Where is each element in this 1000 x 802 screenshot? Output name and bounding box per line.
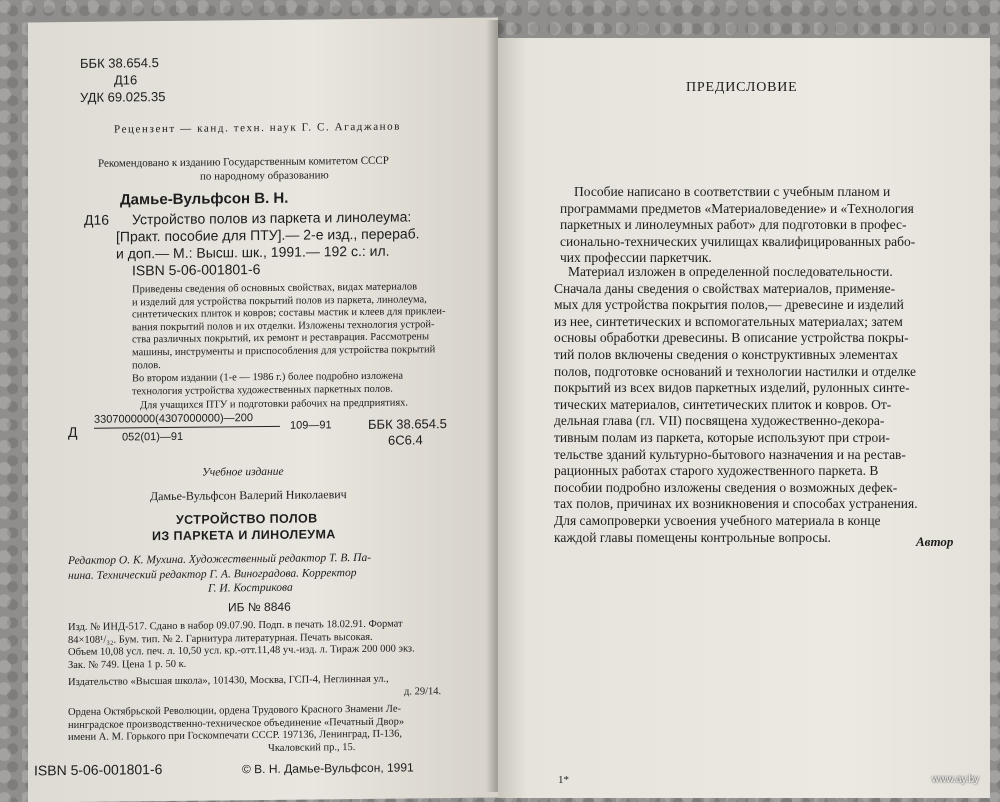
bbk-code: ББК 38.654.5 [80, 55, 159, 71]
paragraph-line: Сначала даны сведения о свойствах материалов, применяе- [554, 280, 896, 296]
formula-bbk-2: 6С6.4 [388, 432, 423, 448]
paragraph-line: чих профессии паркетчик. [560, 250, 712, 266]
udk-code: УДК 69.025.35 [80, 89, 166, 105]
watermark: www.ay.by [932, 774, 980, 785]
paragraph-line: тельстве зданий культурно-бытового назначения и на рестав- [554, 446, 906, 462]
paragraph-line: рационных работах старого художественного паркета. В [554, 463, 879, 479]
paragraph-line: Пособие написано в соответствии с учебным планом и [574, 184, 891, 199]
annotation-line: машины, инструменты и приспособления для устройства покрытий [132, 344, 436, 359]
annotation-line: Приведены сведения об основных свойствах, видах материалов [132, 281, 418, 296]
page-number: 1* [558, 774, 569, 786]
paragraph-line: тий полов включены сведения о конструктивных элементах [554, 346, 898, 362]
paragraph-line: сионально-технических училищах квалифицированных рабо- [560, 233, 916, 249]
paragraph-line: программами предметов «Материаловедение» и «Технология [560, 200, 914, 216]
editors-line: Г. И. Кострикова [208, 581, 293, 595]
formula-letter: Д [68, 423, 78, 441]
second-edition-line: Во втором издании (1-е — 1986 г.) более подробно изложена [132, 370, 403, 385]
print-info-line: Объем 10,08 усл. печ. л. 10,50 усл. кр.-отт.11,48 уч.-изд. л. Тираж 200 000 экз. [68, 643, 415, 659]
printer-line: Ордена Октябрьской Революции, ордена Трудового Красного Знамени Ле- [68, 703, 401, 719]
formula-numerator: 3307000000(4307000000)—200 [94, 412, 280, 429]
recommended-line-2: по народному образованию [200, 169, 329, 183]
second-edition-note [132, 371, 403, 399]
editors-line: нина. Технический редактор Г. А. Виноградова. Корректор [68, 566, 357, 582]
left-page [28, 18, 498, 802]
reviewer-line: Рецензент — канд. техн. наук Г. С. Агаджанов [114, 120, 402, 136]
paragraph-line: пособии подробно изложены сведения о возможных дефек- [554, 479, 898, 495]
formula-order: 109—91 [290, 419, 332, 432]
catalog-line-2: [Практ. пособие для ПТУ].— 2-е изд., перераб. [116, 225, 420, 245]
second-edition-line: технология устройства художественных паркетных полов. [132, 383, 393, 397]
paragraph-line: Материал изложен в определенной последовательности. [568, 264, 893, 279]
editors-line: Редактор О. К. Мухина. Художественный редактор Т. В. Па- [68, 551, 372, 568]
annotation-line: вания покрытий полов и их отделки. Изложены технология устрой- [132, 318, 435, 334]
ib-number: ИБ № 8846 [228, 599, 291, 615]
paragraph-line: тивным полам из паркета, которые используют при строи- [554, 429, 890, 445]
catalog-code: Д16 [84, 211, 110, 228]
author-full-name: Дамье-Вульфсон Валерий Николаевич [150, 487, 347, 504]
isbn-footer: ISBN 5-06-001801-6 [34, 761, 163, 779]
printer-line: имени А. М. Горького при Госкомпечати СССР. 197136, Ленинград, П-136, [68, 728, 402, 744]
annotation-line: синтетических плиток и ковров; составы мастик и клеев для приклеи- [132, 306, 446, 321]
paragraph-line: Для самопроверки усвоения учебного материала в конце [554, 512, 881, 528]
print-info-line: 84×108¹/₃₂. Бум. тип. № 2. Гарнитура литературная. Печать высокая. [68, 631, 373, 646]
paragraph-line: полов, подготовке оснований и технологии настилки и отделке [554, 363, 917, 379]
paragraph-line: тах полов, причинах их возникновения и способах устранения. [554, 496, 918, 512]
preface-paragraph-2 [554, 264, 918, 546]
paragraph-line: тических материалов, синтетических плиток и ковров. От- [554, 396, 892, 412]
print-info-line: Зак. № 749. Цена 1 р. 50 к. [68, 658, 187, 671]
preface-signature: Автор [916, 534, 954, 549]
annotation [132, 281, 446, 372]
paragraph-line: мых для устройства покрытия полов,— древесине и изделий [554, 297, 904, 313]
print-info-line: Изд. № ИНД-517. Сдано в набор 09.07.90. Подп. в печать 18.02.91. Формат [68, 618, 403, 634]
paragraph-line: из нее, синтетических и вспомогательных материалах; затем [554, 313, 903, 329]
right-page [498, 38, 990, 798]
paragraph-line: покрытий из всех видов паркетных изделий, рулонных синте- [554, 380, 910, 396]
annotation-line: и изделий для устройства покрытий полов из паркета, линолеума, [132, 293, 427, 308]
publisher-line: д. 29/14. [404, 685, 442, 698]
paragraph-line: основы обработки древесины. В описание устройства покры- [554, 330, 909, 346]
copyright-line: © В. Н. Дамье-Вульфсон, 1991 [242, 760, 414, 777]
print-info [68, 618, 415, 672]
paragraph-line: дельная глава (гл. VII) посвящена художественно-декора- [554, 413, 885, 429]
printer-line: нинградское производственно-техническое объединение «Печатный Двор» [68, 716, 405, 731]
recommended-line-1: Рекомендовано к изданию Государственным комитетом СССР [98, 154, 389, 170]
publisher-line: Издательство «Высшая школа», 101430, Москва, ГСП-4, Неглинная ул., [68, 673, 389, 689]
edition-type: Учебное издание [202, 465, 284, 479]
catalog-line-1: Устройство полов из паркета и линолеума: [132, 208, 412, 228]
author-heading: Дамье-Вульфсон В. Н. [120, 189, 289, 209]
annotation-line: ства различных покрытий, их ремонт и реставрация. Рассмотрены [132, 331, 430, 346]
printer-line: Чкаловский пр., 15. [268, 741, 356, 754]
paragraph-line: каждой главы помещены контрольные вопросы. [554, 529, 831, 545]
preface-paragraph-1 [560, 184, 915, 267]
preface-heading: ПРЕДИСЛОВИЕ [686, 80, 798, 95]
formula-denominator: 052(01)—91 [122, 430, 184, 444]
book-title-line-2: ИЗ ПАРКЕТА И ЛИНОЛЕУМА [152, 527, 336, 544]
editors-block [68, 551, 371, 598]
publisher-info [68, 673, 441, 702]
formula-bbk: ББК 38.654.5 [368, 416, 447, 432]
paragraph-line: паркетных и линолеумных работ» для подготовки в профес- [560, 217, 907, 233]
author-mark: Д16 [114, 72, 138, 88]
annotation-line: полов. [132, 359, 161, 371]
audience-line: Для учащихся ПТУ и подготовки рабочих на предприятиях. [140, 397, 409, 412]
catalog-line-3: и доп.— М.: Высш. шк., 1991.— 192 с.: ил. [116, 242, 390, 262]
book-title-line-1: УСТРОЙСТВО ПОЛОВ [176, 511, 318, 527]
catalog-isbn: ISBN 5-06-001801-6 [132, 261, 261, 279]
printer-info [68, 704, 404, 758]
